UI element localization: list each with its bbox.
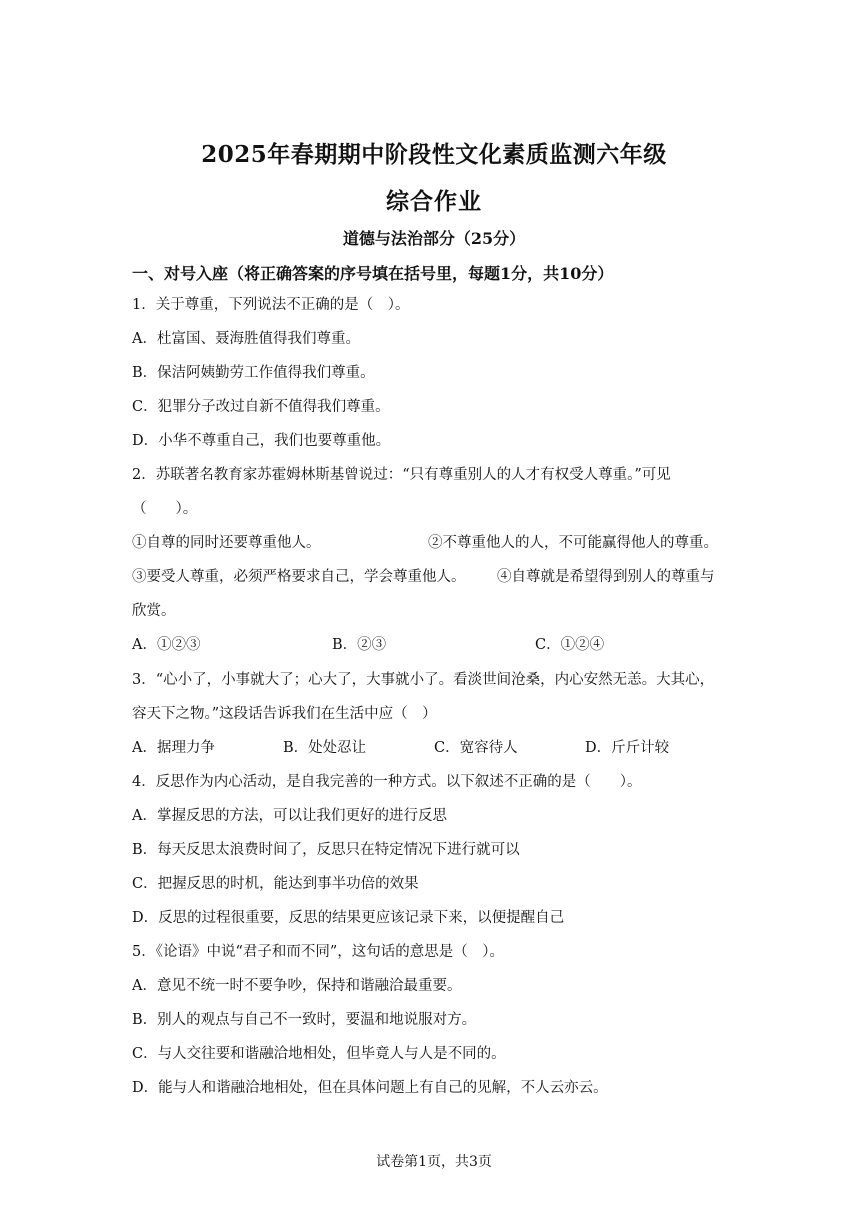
q5-stem: 5．《论语》中说“君子和而不同”，这句话的意思是（ ）。	[132, 944, 505, 960]
q5-option-d: D．能与人和谐融洽地相处，但在具体问题上有自己的见解，不人云亦云。	[132, 1080, 608, 1096]
q1-option-b: B．保洁阿姨勤劳工作值得我们尊重。	[132, 365, 375, 381]
q3-stem-line2: 容天下之物。”这段话告诉我们在生活中应（ ）	[132, 706, 437, 722]
q4-option-d: D．反思的过程很重要，反思的结果更应该记录下来，以便提醒自己	[132, 910, 565, 926]
q2-statement-4: ④自尊就是希望得到别人的尊重与	[497, 569, 715, 585]
q3-option-b: B．处处忍让	[283, 740, 367, 756]
q2-option-c: C．①②④	[535, 637, 605, 653]
q3-option-c: C．宽容待人	[434, 740, 518, 756]
q2-statement-1: ①自尊的同时还要尊重他人。	[132, 535, 321, 551]
section-heading: 一、对号入座（将正确答案的序号填在括号里，每题1分，共10分）	[132, 264, 614, 283]
q4-option-a: A．掌握反思的方法，可以让我们更好的进行反思	[132, 808, 447, 824]
q3-option-d: D．斤斤计较	[585, 740, 670, 756]
q1-option-a: A．杜富国、聂海胜值得我们尊重。	[132, 331, 360, 347]
q5-option-a: A．意见不统一时不要争吵，保持和谐融洽最重要。	[132, 978, 462, 994]
q1-option-c: C．犯罪分子改过自新不值得我们尊重。	[132, 399, 390, 415]
q3-option-a: A．据理力争	[132, 740, 215, 756]
q2-statement-2: ②不尊重他人的人，不可能赢得他人的尊重。	[428, 535, 718, 551]
q2-statement-3: ③要受人尊重，必须严格要求自己，学会尊重他人。	[132, 569, 466, 585]
page-footer: 试卷第1页，共3页	[376, 1154, 492, 1170]
q2-option-a: A．①②③	[132, 637, 201, 653]
q2-option-b: B．②③	[332, 637, 387, 653]
exam-subtitle: 综合作业	[386, 188, 482, 215]
q4-option-b: B．每天反思太浪费时间了，反思只在特定情况下进行就可以	[132, 842, 520, 858]
q2-stem-line2: （ ）。	[132, 501, 198, 517]
q3-stem-line1: 3．“心小了，小事就大了；心大了，大事就小了。看淡世间沧桑，内心安然无恙。大其心，	[132, 672, 715, 688]
q2-stem-line1: 2．苏联著名教育家苏霍姆林斯基曾说过：“只有尊重别人的人才有权受人尊重。”可见	[132, 467, 671, 483]
part-title: 道德与法治部分（25分）	[342, 229, 526, 248]
q4-option-c: C．把握反思的时机，能达到事半功倍的效果	[132, 876, 419, 892]
q5-option-b: B．别人的观点与自己不一致时，要温和地说服对方。	[132, 1012, 477, 1028]
exam-title: 2025年春期期中阶段性文化素质监测六年级	[201, 141, 667, 168]
q1-option-d: D．小华不尊重自己，我们也要尊重他。	[132, 433, 391, 449]
q4-stem: 4．反思作为内心活动，是自我完善的一种方式。以下叙述不正确的是（ ）。	[132, 774, 642, 790]
q1-stem: 1．关于尊重，下列说法不正确的是（ ）。	[132, 297, 410, 313]
q2-statement-4-cont: 欣赏。	[132, 603, 176, 619]
q5-option-c: C．与人交往要和谐融洽地相处，但毕竟人与人是不同的。	[132, 1046, 506, 1062]
